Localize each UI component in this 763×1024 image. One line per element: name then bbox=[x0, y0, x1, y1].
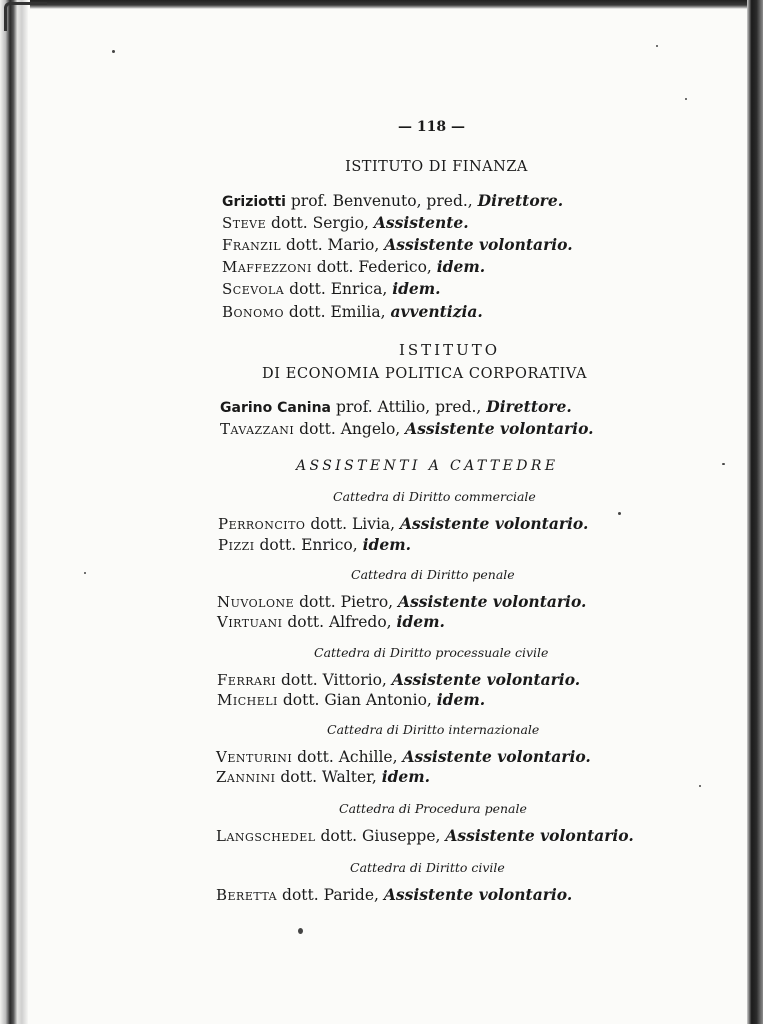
staff-entry bbox=[222, 191, 563, 212]
section-title-assistenti-a-cattedre: ASSISTENTI A CATTEDRE bbox=[296, 458, 559, 474]
staff-entry bbox=[222, 213, 469, 233]
page-corner-curl bbox=[4, 2, 47, 31]
page-right-edge-shadow bbox=[747, 0, 763, 1024]
staff-entry bbox=[216, 747, 591, 767]
staff-details: dott. Federico, bbox=[311, 258, 437, 276]
staff-entry bbox=[217, 612, 445, 632]
staff-role: Assistente volontario. bbox=[383, 885, 573, 904]
staff-name: Pizzi bbox=[218, 536, 255, 554]
staff-entry bbox=[217, 690, 485, 710]
staff-details: dott. Sergio, bbox=[266, 214, 374, 232]
staff-entry bbox=[220, 397, 572, 418]
staff-role: Assistente volontario. bbox=[391, 670, 581, 689]
staff-details: dott. Paride, bbox=[277, 886, 384, 904]
staff-name: Virtuani bbox=[217, 613, 283, 631]
staff-details: dott. Mario, bbox=[281, 236, 385, 254]
staff-name: Perroncito bbox=[218, 515, 306, 533]
ink-speck bbox=[722, 463, 725, 465]
staff-role: idem. bbox=[392, 279, 441, 298]
staff-name: Nuvolone bbox=[217, 593, 295, 611]
chair-subtitle: Cattedra di Diritto commerciale bbox=[333, 489, 536, 504]
chair-subtitle: Cattedra di Diritto processuale civile bbox=[314, 645, 549, 660]
staff-details: dott. Giuseppe, bbox=[315, 827, 446, 845]
staff-role: idem. bbox=[436, 257, 486, 276]
staff-role: Direttore. bbox=[477, 191, 564, 210]
chair-subtitle: Cattedra di Procedura penale bbox=[339, 801, 527, 816]
ink-speck bbox=[112, 50, 115, 53]
staff-role: Direttore. bbox=[486, 397, 572, 416]
staff-role: Assistente volontario. bbox=[398, 592, 587, 611]
book-spine-shadow bbox=[0, 0, 28, 1024]
staff-role: idem. bbox=[436, 690, 486, 709]
staff-role: idem. bbox=[381, 767, 431, 786]
staff-name: Steve bbox=[222, 214, 267, 232]
staff-role: Assistente. bbox=[373, 213, 469, 232]
staff-name: Zannini bbox=[216, 768, 276, 786]
staff-details: prof. Attilio, pred., bbox=[331, 398, 487, 416]
staff-details: dott. Vittorio, bbox=[276, 671, 392, 689]
staff-name: Franzil bbox=[222, 236, 282, 254]
ink-speck bbox=[84, 572, 86, 574]
staff-role: Assistente volontario. bbox=[445, 826, 634, 845]
staff-entry bbox=[222, 279, 441, 299]
section-title-economia-politica: DI ECONOMIA POLITICA CORPORATIVA bbox=[262, 366, 588, 382]
staff-entry bbox=[216, 826, 634, 846]
staff-name: Venturini bbox=[216, 748, 293, 766]
staff-details: dott. Angelo, bbox=[294, 420, 406, 438]
staff-name: Griziotti bbox=[222, 194, 286, 210]
staff-name: Langschedel bbox=[216, 827, 316, 845]
staff-details: dott. Gian Antonio, bbox=[277, 691, 437, 709]
staff-details: dott. Emilia, bbox=[283, 303, 391, 321]
page-number: — 118 — bbox=[398, 119, 465, 135]
chair-subtitle: Cattedra di Diritto civile bbox=[350, 860, 505, 875]
staff-details: prof. Benvenuto, pred., bbox=[285, 192, 478, 210]
staff-details: dott. Livia, bbox=[305, 515, 401, 533]
section-title-istituto: ISTITUTO bbox=[398, 341, 501, 359]
staff-role: Assistente volontario. bbox=[402, 747, 591, 766]
staff-entry bbox=[220, 419, 594, 439]
staff-entry bbox=[218, 535, 411, 555]
staff-name: Bonomo bbox=[222, 303, 284, 321]
staff-name: Garino Canina bbox=[220, 400, 332, 416]
section-title-istituto-finanza: ISTITUTO DI FINANZA bbox=[345, 159, 528, 175]
ink-speck bbox=[685, 98, 687, 100]
staff-entry bbox=[218, 514, 588, 534]
staff-name: Tavazzani bbox=[220, 420, 295, 438]
staff-name: Scevola bbox=[222, 280, 285, 298]
staff-role: Assistente volontario. bbox=[384, 235, 573, 254]
staff-details: dott. Alfredo, bbox=[282, 613, 397, 631]
staff-details: dott. Achille, bbox=[292, 748, 403, 766]
staff-name: Ferrari bbox=[217, 671, 277, 689]
staff-entry bbox=[222, 302, 483, 322]
staff-entry bbox=[216, 767, 430, 787]
chair-subtitle: Cattedra di Diritto penale bbox=[351, 567, 515, 582]
staff-details: dott. Enrico, bbox=[254, 536, 363, 554]
staff-entry bbox=[222, 257, 485, 277]
ink-speck bbox=[298, 928, 303, 934]
staff-role: avventizia. bbox=[390, 302, 483, 321]
staff-entry bbox=[222, 235, 573, 255]
staff-role: idem. bbox=[396, 612, 445, 631]
staff-role: Assistente volontario. bbox=[405, 419, 594, 438]
staff-role: Assistente volontario. bbox=[400, 514, 589, 533]
staff-role: idem. bbox=[362, 535, 411, 554]
staff-name: Micheli bbox=[217, 691, 278, 709]
ink-speck bbox=[656, 45, 658, 47]
staff-details: dott. Enrica, bbox=[284, 280, 393, 298]
staff-entry bbox=[217, 670, 580, 690]
staff-details: dott. Walter, bbox=[275, 768, 382, 786]
ink-speck bbox=[699, 785, 701, 787]
staff-name: Beretta bbox=[216, 886, 278, 904]
staff-name: Maffezzoni bbox=[222, 258, 312, 276]
ink-speck bbox=[618, 512, 621, 515]
page-top-edge bbox=[30, 0, 763, 9]
staff-entry bbox=[217, 592, 586, 612]
staff-details: dott. Pietro, bbox=[294, 593, 399, 611]
chair-subtitle: Cattedra di Diritto internazionale bbox=[327, 722, 540, 737]
staff-entry bbox=[216, 885, 572, 905]
